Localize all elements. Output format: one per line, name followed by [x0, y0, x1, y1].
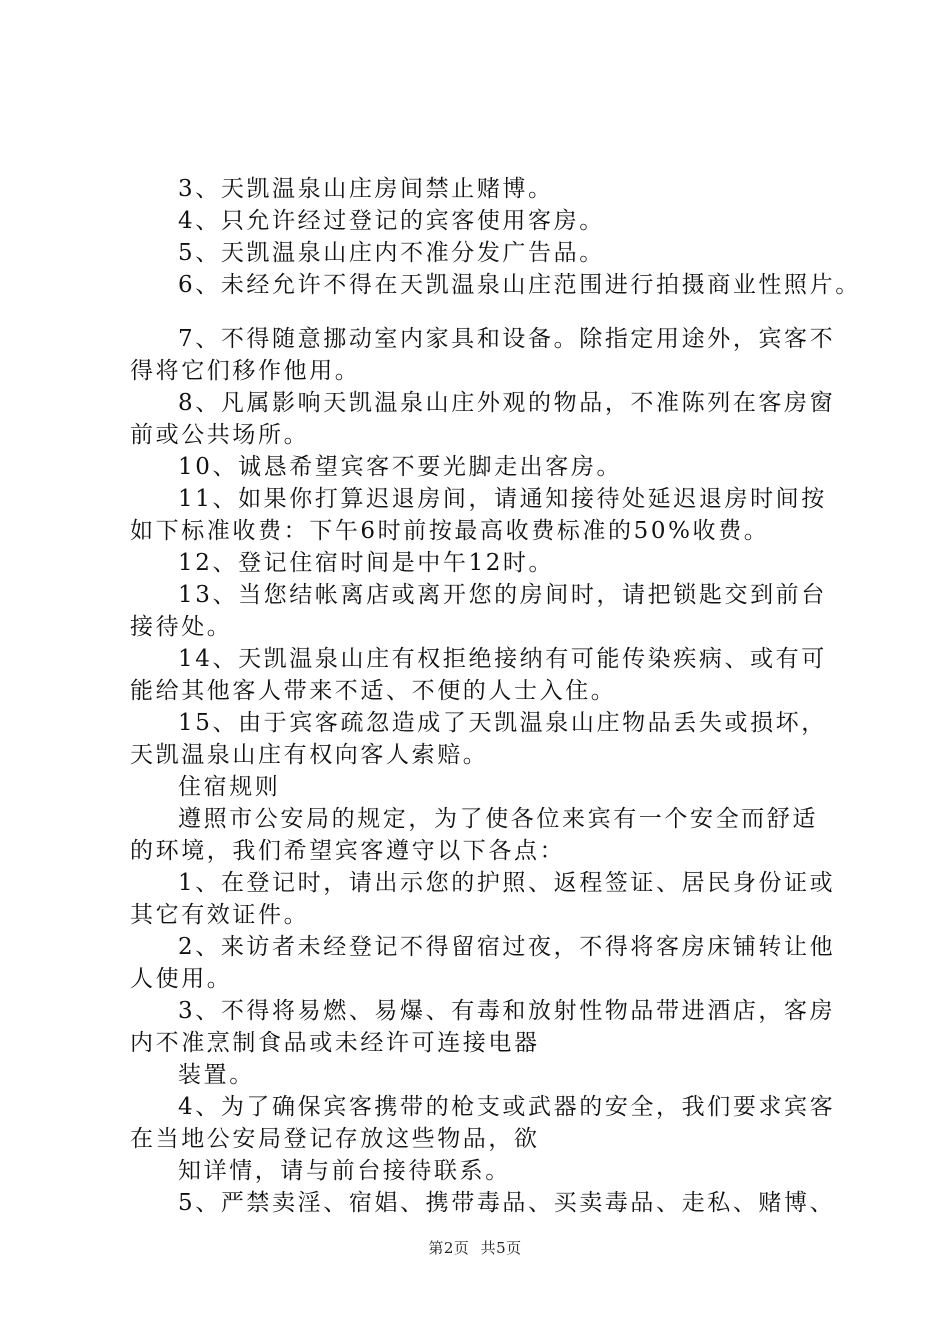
intro-line: 遵照市公安局的规定，为了使各位来宾有一个安全而舒适: [178, 806, 818, 832]
rule-line-continuation: 前或公共场所。: [130, 422, 310, 448]
document-body: [130, 173, 861, 1219]
rule-line: 11、如果你打算迟退房间，请通知接待处延迟退房时间按: [178, 486, 827, 512]
rule-line-continuation: 内不准烹制食品或未经许可连接电器: [130, 1030, 540, 1056]
rule-line: 7、不得随意挪动室内家具和设备。除指定用途外，宾客不: [178, 326, 836, 352]
intro-line-continuation: 的环境，我们希望宾客遵守以下各点：: [130, 838, 566, 864]
rule-line: 14、天凯温泉山庄有权拒绝接纳有可能传染疾病、或有可: [178, 646, 827, 672]
rule-line: 3、天凯温泉山庄房间禁止赌博。: [178, 176, 554, 202]
rule-line-continuation: 在当地公安局登记存放这些物品，欲: [130, 1126, 540, 1152]
rule-line: 13、当您结帐离店或离开您的房间时，请把锁匙交到前台: [178, 582, 827, 608]
rule-line-continuation: 知详情，请与前台接待联系。: [178, 1158, 511, 1184]
rule-line: 15、由于宾客疏忽造成了天凯温泉山庄物品丢失或损坏，: [178, 710, 827, 736]
page-number: 第2页: [428, 1239, 470, 1257]
paragraph-gap: [130, 301, 830, 323]
rule-line-continuation: 人使用。: [130, 966, 233, 992]
rule-line: 6、未经允许不得在天凯温泉山庄范围进行拍摄商业性照片。: [178, 272, 861, 298]
page-total: 共5页: [480, 1239, 522, 1257]
rule-line: 1、在登记时，请出示您的护照、返程签证、居民身份证或: [178, 870, 836, 896]
rule-line-continuation: 天凯温泉山庄有权向客人索赔。: [130, 742, 489, 768]
rule-line-continuation: 得将它们移作他用。: [130, 358, 361, 384]
rule-line: 12、登记住宿时间是中午12时。: [178, 550, 555, 576]
rule-line: 4、只允许经过登记的宾客使用客房。: [178, 208, 605, 234]
section-heading: 住宿规则: [178, 774, 281, 800]
rule-line-continuation: 装置。: [178, 1062, 255, 1088]
rule-line: 5、天凯温泉山庄内不准分发广告品。: [178, 240, 605, 266]
rule-line: 10、诚恳希望宾客不要光脚走出客房。: [178, 454, 623, 480]
rule-line: 4、为了确保宾客携带的枪支或武器的安全，我们要求宾客: [178, 1094, 836, 1120]
rule-line-continuation: 其它有效证件。: [130, 902, 310, 928]
rule-line: 2、来访者未经登记不得留宿过夜，不得将客房床铺转让他: [178, 934, 836, 960]
rule-line-continuation: 如下标准收费：下午6时前按最高收费标准的50%收费。: [130, 518, 770, 544]
rule-line-continuation: 能给其他客人带来不适、不便的人士入住。: [130, 678, 617, 704]
rule-line: 5、严禁卖淫、宿娼、携带毒品、买卖毒品、走私、赌博、: [178, 1190, 836, 1216]
rule-line: 8、凡属影响天凯温泉山庄外观的物品，不准陈列在客房窗: [178, 390, 836, 416]
page-footer: [0, 1237, 950, 1258]
rule-line: 3、不得将易燃、易爆、有毒和放射性物品带进酒店，客房: [178, 998, 836, 1024]
rule-line-continuation: 接待处。: [130, 614, 233, 640]
